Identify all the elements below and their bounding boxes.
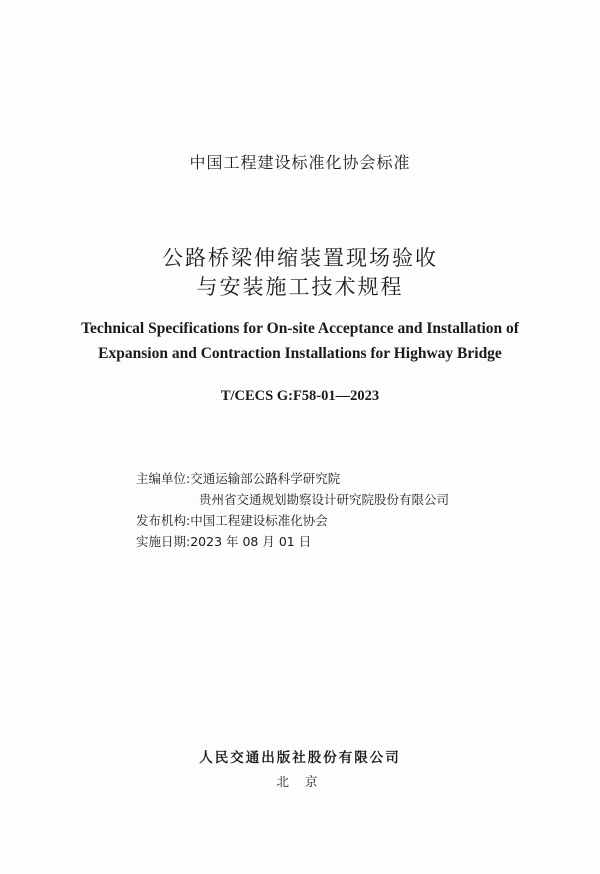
effective-date: 实施日期:2023 年 08 月 01 日 xyxy=(136,534,312,549)
standard-series: 中国工程建设标准化协会标准 xyxy=(189,153,411,172)
editor-unit-line1: 主编单位:交通运输部公路科学研究院 xyxy=(136,471,341,486)
issuing-organization: 发布机构:中国工程建设标准化协会 xyxy=(136,513,328,528)
title-en-line2: Expansion and Contraction Installations for Highway Bridge xyxy=(98,345,502,362)
publisher-city: 北 京 xyxy=(276,774,324,789)
title-cn-line1: 公路桥梁伸缩装置现场验收 xyxy=(162,246,438,270)
title-cn-line2: 与安装施工技术规程 xyxy=(196,275,404,299)
title-en-line1: Technical Specifications for On-site Acceptance and Installation of xyxy=(81,320,519,337)
standard-code: T/CECS G:F58-01—2023 xyxy=(220,388,380,404)
publisher: 人民交通出版社股份有限公司 xyxy=(199,750,401,766)
editor-unit-line2: 贵州省交通规划勘察设计研究院股份有限公司 xyxy=(199,492,450,507)
